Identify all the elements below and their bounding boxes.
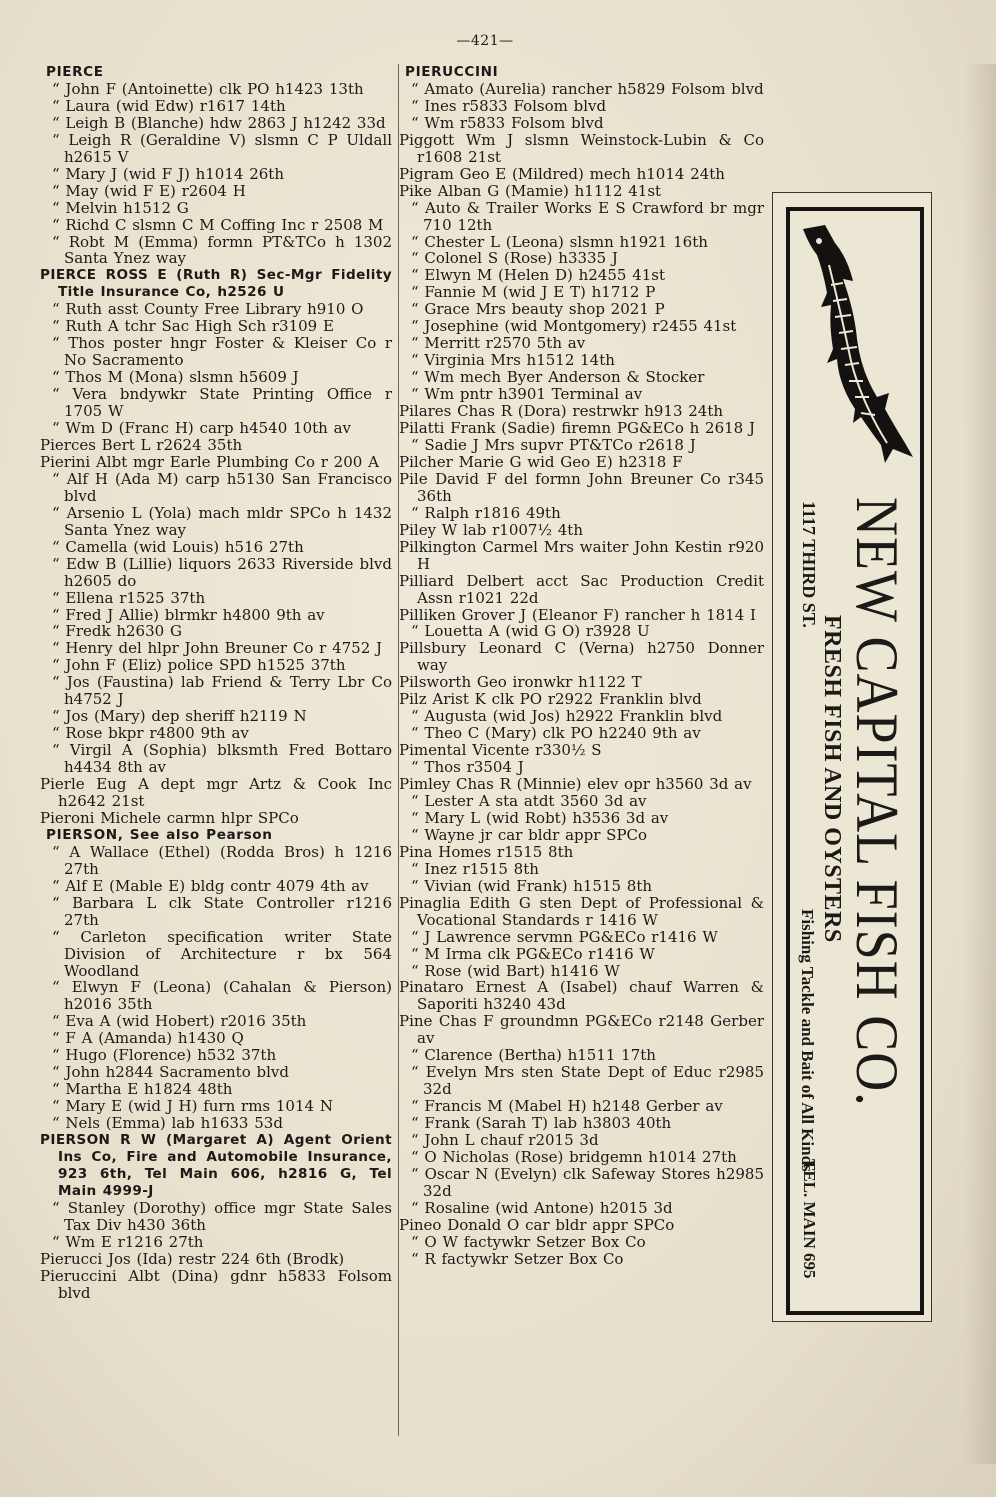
- directory-entry: “ F A (Amanda) h1430 Q: [52, 1029, 244, 1048]
- directory-entry: “ Ines r5833 Folsom blvd: [411, 96, 607, 115]
- directory-entry: “ Elwyn M (Helen D) h2455 41st: [411, 266, 666, 285]
- directory-entry: “ Camella (wid Louis) h516 27th: [52, 537, 304, 556]
- directory-entry: “ Evelyn Mrs sten State Dept of Educ r2985 32d: [411, 1063, 764, 1099]
- directory-entry: Pierucci Jos (Ida) restr 224 6th (Brodk): [40, 1249, 345, 1268]
- directory-entry: Pimental Vicente r330½ S: [399, 741, 602, 760]
- directory-entry: Pillsbury Leonard C (Verna) h2750 Donner way: [399, 639, 764, 675]
- directory-entry: “ John F (Antoinette) clk PO h1423 13th: [52, 79, 364, 98]
- directory-entry: “ Jos (Faustina) lab Friend & Terry Lbr Co h4752 J: [52, 673, 392, 709]
- directory-entry: Pilz Arist K clk PO r2922 Franklin blvd: [399, 690, 702, 709]
- directory-entry: “ Frank (Sarah T) lab h3803 40th: [411, 1114, 672, 1133]
- directory-entry: Pilliard Delbert acct Sac Production Credit Assn r1021 22d: [399, 571, 764, 607]
- directory-entry: “ Edw B (Lillie) liquors 2633 Riverside blvd h2605 do: [52, 554, 392, 590]
- directory-entry: “ Stanley (Dorothy) office mgr State Sales Tax Div h430 36th: [52, 1198, 392, 1234]
- directory-entry: “ A Wallace (Ethel) (Rodda Bros) h 1216 27th: [52, 842, 392, 878]
- directory-entry: “ Alf E (Mable E) bldg contr 4079 4th av: [52, 876, 369, 895]
- directory-entry: “ Francis M (Mabel H) h2148 Gerber av: [411, 1097, 723, 1116]
- directory-entry: Pineo Donald O car bldr appr SPCo: [399, 1215, 675, 1234]
- directory-entry: “ Sadie J Mrs supvr PT&TCo r2618 J: [411, 435, 696, 454]
- directory-entry: “ Wayne jr car bldr appr SPCo: [411, 825, 648, 844]
- directory-entry: Pine Chas F groundmn PG&ECo r2148 Gerber av: [399, 1012, 764, 1048]
- directory-entry: “ John h2844 Sacramento blvd: [52, 1063, 289, 1082]
- ad-product-line: FRESH FISH AND OYSTERS: [819, 615, 845, 943]
- directory-entry: “ Thos poster hngr Foster & Kleiser Co r No Sacramento: [52, 334, 392, 370]
- surname-heading: PIERSON, See also Pearson: [46, 826, 273, 843]
- directory-entry: Pinaglia Edith G sten Dept of Professional & Vocational Standards r 1416 W: [399, 893, 764, 929]
- directory-entry: Pilares Chas R (Dora) restrwkr h913 24th: [399, 402, 724, 421]
- directory-entry: “ May (wid F E) r2604 H: [52, 181, 246, 200]
- ad-tagline: Fishing Tackle and Bait of All Kinds: [798, 909, 817, 1172]
- directory-entry: Piley W lab r1007½ 4th: [399, 520, 583, 539]
- directory-entry: “ Merritt r2570 5th av: [411, 334, 586, 353]
- directory-entry: “ M Irma clk PG&ECo r1416 W: [411, 944, 655, 963]
- directory-entry: “ Martha E h1824 48th: [52, 1080, 233, 1099]
- directory-entry: “ Virginia Mrs h1512 14th: [411, 351, 615, 370]
- advertisement-frame: [786, 207, 924, 1315]
- directory-entry: “ Rosaline (wid Antone) h2015 3d: [411, 1198, 673, 1217]
- directory-entry: Pina Homes r1515 8th: [399, 842, 574, 861]
- directory-entry: “ Ralph r1816 49th: [411, 503, 561, 522]
- directory-entry: “ Nels (Emma) lab h1633 53d: [52, 1114, 283, 1133]
- directory-entry: “ Colonel S (Rose) h3335 J: [411, 249, 618, 268]
- directory-entry: Pilsworth Geo ironwkr h1122 T: [399, 673, 642, 692]
- left-column: [40, 64, 392, 1302]
- directory-entry: Pierces Bert L r2624 35th: [40, 435, 243, 454]
- directory-entry: “ Fred J Allie) blrmkr h4800 9th av: [52, 605, 325, 624]
- directory-entry: “ Richd C slsmn C M Coffing Inc r 2508 M: [52, 215, 384, 234]
- directory-entry: Pierini Albt mgr Earle Plumbing Co r 200 A: [40, 452, 379, 471]
- directory-entry: “ Wm pntr h3901 Terminal av: [411, 385, 643, 404]
- directory-entry: “ Ruth A tchr Sac High Sch r3109 E: [52, 317, 334, 336]
- directory-entry: “ Carleton specification writer State Division of Architecture r bx 564 Woodland: [52, 927, 392, 980]
- surname-heading: PIERUCCINI: [405, 64, 499, 80]
- directory-entry: “ Oscar N (Evelyn) clk Safeway Stores h2985 32d: [411, 1164, 764, 1200]
- directory-entry: “ Clarence (Bertha) h1511 17th: [411, 1046, 656, 1065]
- fish-skeleton-logo-icon: [795, 221, 917, 471]
- directory-entry: “ Wm mech Byer Anderson & Stocker: [411, 368, 705, 387]
- directory-entry: “ Ruth asst County Free Library h910 O: [52, 300, 364, 319]
- ad-address: 1117 THIRD ST.: [799, 501, 819, 628]
- directory-entry: “ Thos M (Mona) slsmn h5609 J: [52, 368, 299, 387]
- directory-entry: “ Laura (wid Edw) r1617 14th: [52, 96, 286, 115]
- directory-entry: “ O W factywkr Setzer Box Co: [411, 1232, 646, 1251]
- directory-entry: “ Mary L (wid Robt) h3536 3d av: [411, 808, 669, 827]
- directory-entry: “ Hugo (Florence) h532 37th: [52, 1046, 277, 1065]
- directory-entry: “ Arsenio L (Yola) mach mldr SPCo h 1432 Santa Ynez way: [52, 503, 392, 539]
- directory-entry: “ Fredk h2630 G: [52, 622, 182, 641]
- directory-entry: “ Leigh B (Blanche) hdw 2863 J h1242 33d: [52, 113, 386, 132]
- directory-entry: “ John L chauf r2015 3d: [411, 1131, 599, 1150]
- directory-entry: “ Melvin h1512 G: [52, 198, 189, 217]
- page-edge-shadow: [964, 64, 996, 1464]
- directory-entry: “ Louetta A (wid G O) r3928 U: [411, 622, 650, 641]
- directory-entry: “ Virgil A (Sophia) blksmth Fred Bottaro h4434 8th av: [52, 741, 392, 777]
- directory-entry: Pieroni Michele carmn hlpr SPCo: [40, 808, 299, 827]
- directory-entry: Piggott Wm J slsmn Weinstock-Lubin & Co r1608 21st: [399, 130, 764, 166]
- directory-entry: Pike Alban G (Mamie) h1112 41st: [399, 181, 662, 200]
- directory-entry: “ Lester A sta atdt 3560 3d av: [411, 791, 647, 810]
- directory-entry: Pilliken Grover J (Eleanor F) rancher h 1814 I: [399, 605, 756, 624]
- directory-entry: Pigram Geo E (Mildred) mech h1014 24th: [399, 164, 725, 183]
- directory-entry: “ Auto & Trailer Works E S Crawford br mgr 710 12th: [411, 198, 764, 234]
- directory-entry: “ Elwyn F (Leona) (Cahalan & Pierson) h2016 35th: [52, 978, 392, 1014]
- directory-entry: “ O Nicholas (Rose) bridgemn h1014 27th: [411, 1148, 737, 1166]
- surname-heading: PIERCE: [46, 64, 104, 80]
- directory-entry: “ Barbara L clk State Controller r1216 27th: [52, 893, 392, 929]
- directory-entry: “ R factywkr Setzer Box Co: [411, 1249, 624, 1268]
- fish-company-advertisement: [772, 192, 932, 1322]
- directory-entry: Pinataro Ernest A (Isabel) chauf Warren & Saporiti h3240 43d: [399, 978, 764, 1014]
- directory-entry: “ Theo C (Mary) clk PO h2240 9th av: [411, 724, 701, 743]
- page-number: —421—: [456, 33, 514, 49]
- directory-entry: “ Chester L (Leona) slsmn h1921 16th: [411, 232, 708, 251]
- directory-entry: “ Eva A (wid Hobert) r2016 35th: [52, 1012, 307, 1031]
- directory-entry: “ Leigh R (Geraldine V) slsmn C P Uldall h2615 V: [52, 130, 392, 166]
- directory-entry: Pilatti Frank (Sadie) firemn PG&ECo h 2618 J: [399, 419, 755, 438]
- directory-entry: PIERSON R W (Margaret A) Agent Orient Ins Co, Fire and Automobile Insurance, 923 6th, Tel Main 606, h2816 G, Tel Main 4999-J: [40, 1132, 392, 1199]
- directory-entry: “ Jos (Mary) dep sheriff h2119 N: [52, 707, 307, 726]
- directory-entry: “ Grace Mrs beauty shop 2021 P: [411, 300, 665, 319]
- directory-entry: “ Vera bndywkr State Printing Office r 1705 W: [52, 385, 392, 421]
- ad-company-name: NEW CAPITAL FISH CO.: [843, 497, 911, 1107]
- ad-phone: TEL. MAIN 695: [800, 1159, 819, 1279]
- directory-entry: “ Rose bkpr r4800 9th av: [52, 724, 249, 743]
- directory-entry: “ J Lawrence servmn PG&ECo r1416 W: [411, 927, 718, 946]
- directory-entry: “ Mary E (wid J H) furn rms 1014 N: [52, 1097, 333, 1116]
- directory-entry: “ John F (Eliz) police SPD h1525 37th: [52, 656, 346, 675]
- directory-entry: “ Mary J (wid F J) h1014 26th: [52, 164, 284, 183]
- middle-column: [399, 64, 764, 1268]
- directory-entry: “ Robt M (Emma) formn PT&TCo h 1302 Santa Ynez way: [52, 232, 392, 268]
- directory-entry: “ Wm r5833 Folsom blvd: [411, 113, 604, 132]
- directory-entry: “ Inez r1515 8th: [411, 859, 539, 878]
- directory-entry: Pile David F del formn John Breuner Co r345 36th: [399, 469, 764, 505]
- directory-entry: “ Wm D (Franc H) carp h4540 10th av: [52, 419, 351, 438]
- directory-entry: Pilkington Carmel Mrs waiter John Kestin r920 H: [399, 537, 764, 573]
- directory-entry: “ Augusta (wid Jos) h2922 Franklin blvd: [411, 707, 723, 726]
- directory-entry: Pieruccini Albt (Dina) gdnr h5833 Folsom blvd: [40, 1266, 392, 1302]
- directory-entry: Pierle Eug A dept mgr Artz & Cook Inc h2642 21st: [40, 775, 392, 810]
- directory-entry: “ Thos r3504 J: [411, 758, 524, 777]
- directory-entry: “ Josephine (wid Montgomery) r2455 41st: [411, 317, 737, 336]
- directory-entry: “ Rose (wid Bart) h1416 W: [411, 961, 620, 980]
- directory-entry: “ Alf H (Ada M) carp h5130 San Francisco blvd: [52, 469, 392, 505]
- directory-entry: Pilcher Marie G wid Geo E) h2318 F: [399, 452, 683, 471]
- directory-entry: PIERCE ROSS E (Ruth R) Sec-Mgr Fidelity Title Insurance Co, h2526 U: [40, 267, 392, 301]
- directory-entry: “ Henry del hlpr John Breuner Co r 4752 J: [52, 639, 383, 658]
- directory-entry: “ Vivian (wid Frank) h1515 8th: [411, 876, 653, 895]
- directory-entry: “ Ellena r1525 37th: [52, 588, 206, 607]
- directory-entry: “ Amato (Aurelia) rancher h5829 Folsom blvd: [411, 79, 764, 98]
- directory-entry: “ Fannie M (wid J E T) h1712 P: [411, 283, 656, 302]
- directory-entry: Pimley Chas R (Minnie) elev opr h3560 3d av: [399, 775, 752, 794]
- directory-entry: “ Wm E r1216 27th: [52, 1232, 204, 1251]
